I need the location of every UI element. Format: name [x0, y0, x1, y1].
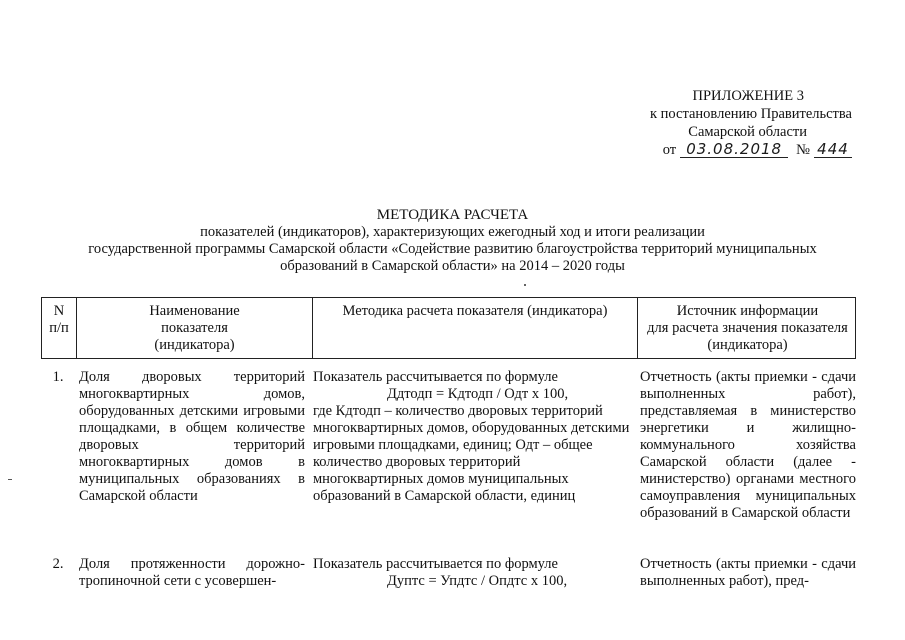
method-description: где Кдтодп – количество дворовых территорий многоквартирных домов, оборудованных детскими игровыми площадками, единиц; Одт – общее количество дворовых территорий многоквартирных домов муниципальных образований в Самарской области, единиц [313, 403, 630, 504]
indicators-table [41, 297, 856, 590]
row-method [311, 369, 636, 522]
method-intro: Показатель рассчитывается по формуле [313, 556, 558, 572]
header-source [637, 298, 857, 358]
heading-line-2: государственной программы Самарской области «Содействие развитию благоустройства территорий муниципальных [88, 241, 817, 257]
appendix-date-line [560, 142, 852, 160]
header-name [76, 298, 312, 358]
header-source-line-2: для расчета значения показателя [647, 320, 848, 336]
header-method [312, 298, 637, 358]
header-name-line-2: показателя [161, 320, 228, 336]
heading-title: МЕТОДИКА РАСЧЕТА [376, 207, 529, 223]
scan-speck [524, 284, 526, 286]
row-num: 1. [52, 369, 64, 385]
table-header [41, 297, 856, 359]
number-prefix: № [796, 142, 810, 158]
table-row [41, 369, 856, 522]
row-name: Доля протяженности дорожно-тропиночной сети с усовершен- [79, 556, 305, 589]
appendix-line-2: Самарской области [688, 124, 807, 140]
method-formula: Ддтодп = Кдтодп / Одт x 100, [387, 386, 569, 402]
row-num: 2. [52, 556, 64, 572]
appendix-block [560, 88, 852, 160]
appendix-line-1: к постановлению Правительства [650, 106, 852, 122]
row-source: Отчетность (акты приемки - сдачи выполненных работ), пред- [640, 556, 856, 589]
method-formula: Дуптс = Упдтс / Опдтс x 100, [387, 573, 568, 589]
appendix-title: ПРИЛОЖЕНИЕ 3 [692, 88, 804, 104]
header-num-line-1: N [53, 303, 65, 319]
method-intro: Показатель рассчитывается по формуле [313, 369, 558, 385]
document-heading [20, 207, 885, 275]
number-handwritten: 444 [814, 142, 852, 158]
header-method-line-1: Методика расчета показателя (индикатора) [342, 303, 608, 319]
row-method [311, 556, 636, 590]
header-num [42, 298, 76, 358]
row-source: Отчетность (акты приемки - сдачи выполненных работ), представляемая в министерство энергетики и жилищно-коммунального хозяйства Самарской области (далее - министерство) органами местного самоуправления муниципальных образований в Самарской области [640, 369, 856, 521]
heading-line-3: образований в Самарской области» на 2014 – 2020 годы [280, 258, 625, 274]
scan-mark [8, 479, 12, 480]
date-prefix: от [662, 142, 677, 158]
row-name: Доля дворовых территорий многоквартирных домов, оборудованных детскими игровыми площадками, в общем количестве дворовых территорий многоквартирных домов в муниципальных образованиях в Самарской области [79, 369, 305, 504]
header-num-line-2: п/п [49, 320, 69, 336]
heading-line-1: показателей (индикаторов), характеризующих ежегодный ход и итоги реализации [200, 224, 705, 240]
header-name-line-3: (индикатора) [154, 337, 235, 353]
header-source-line-1: Источник информации [676, 303, 819, 319]
date-handwritten: 03.08.2018 [680, 142, 788, 158]
header-source-line-3: (индикатора) [707, 337, 788, 353]
header-name-line-1: Наименование [149, 303, 240, 319]
table-row [41, 556, 856, 590]
